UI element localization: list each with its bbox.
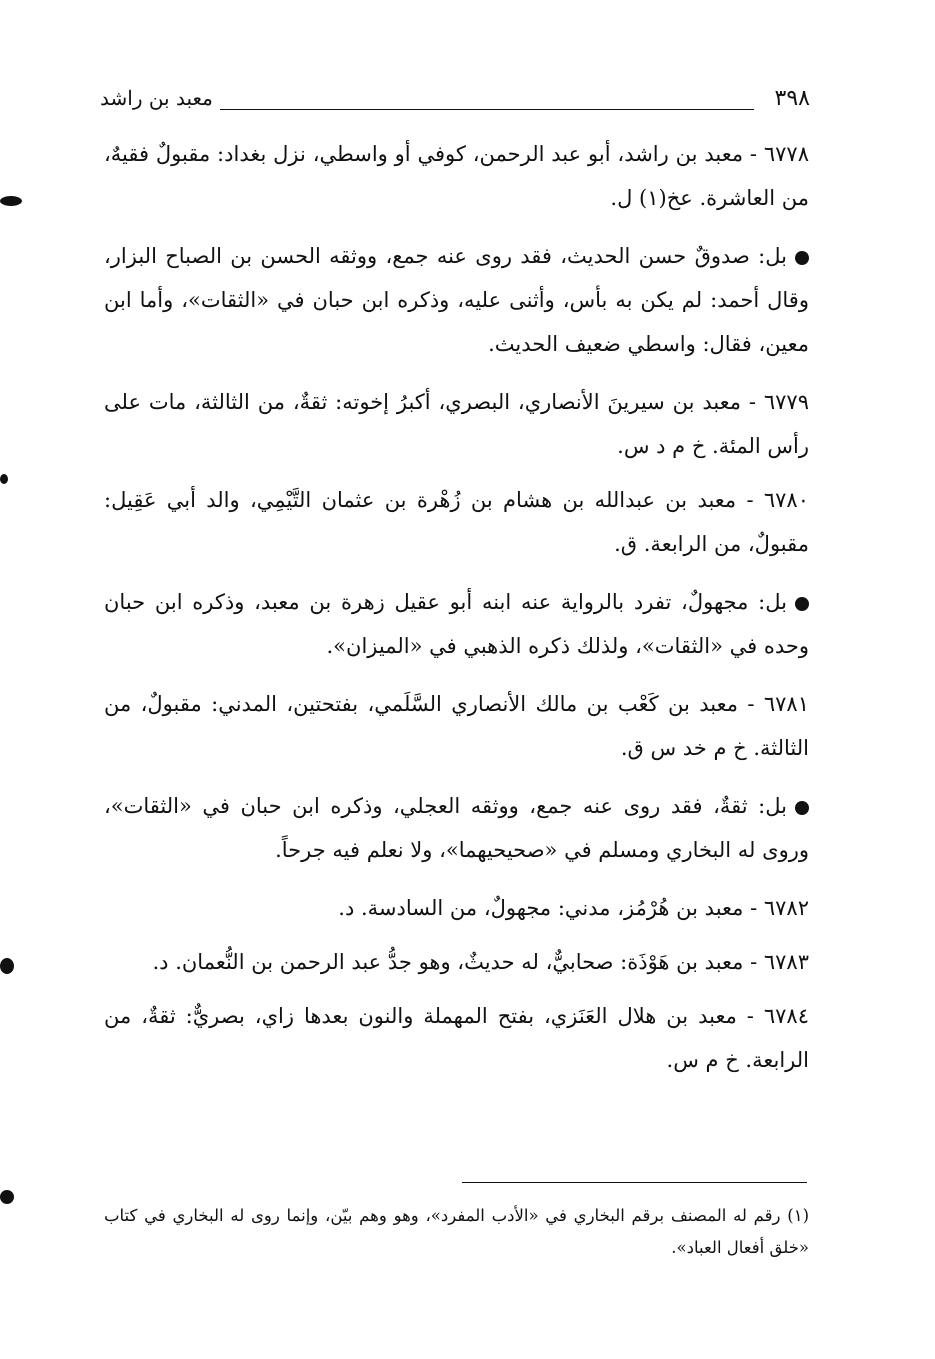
editor-note — [104, 784, 809, 872]
entry-6779: ٦٧٧٩ - معبد بن سيرينَ الأنصاري، البصري، أكبرُ إخوته: ثقةٌ، من الثالثة، مات على رأس المئة. خ م د س. — [104, 390, 809, 458]
scan-mark — [0, 196, 22, 206]
scan-mark — [0, 474, 8, 484]
editor-note — [104, 234, 809, 366]
bullet-icon — [795, 597, 809, 611]
entry-6780: ٦٧٨٠ - معبد بن عبدالله بن هشام بن زُهْرة بن عثمان التَّيْمِي، والد أبي عَقِيل: مقبولٌ، من الرابعة. ق. — [104, 488, 809, 556]
scan-mark — [0, 958, 14, 974]
entry-6778: ٦٧٧٨ - معبد بن راشد، أبو عبد الرحمن، كوفي أو واسطي، نزل بغداد: مقبولٌ فقيهٌ، من العاشرة. عخ(١) ل. — [104, 142, 809, 210]
page-header — [100, 86, 810, 122]
entry-6781: ٦٧٨١ - معبد بن كَعْب بن مالك الأنصاري السَّلَمي، بفتحتين، المدني: مقبولٌ، من الثالثة. خ م خد س ق. — [104, 692, 809, 760]
editor-note — [104, 580, 809, 668]
entry-6782: ٦٧٨٢ - معبد بن هُرْمُز، مدني: مجهولٌ، من السادسة. د. — [338, 896, 809, 920]
entry-6784: ٦٧٨٤ - معبد بن هلال العَنَزي، بفتح المهملة والنون بعدها زاي، بصريٌّ: ثقةٌ، من الرابعة. خ م س. — [104, 1004, 809, 1072]
running-title: معبد بن راشد — [100, 86, 213, 110]
editor-note-text: بل: ثقةٌ، فقد روى عنه جمع، ووثقه العجلي، وذكره ابن حبان في «الثقات»، وروى له البخاري ومسلم في «صحيحيهما»، ولا نعلم فيه جرحاً. — [104, 794, 809, 862]
entry-6783: ٦٧٨٣ - معبد بن هَوْذَة: صحابيٌّ، له حديثٌ، وهو جدُّ عبد الرحمن بن النُّعمان. د. — [152, 950, 809, 974]
footnote: (١) رقم له المصنف برقم البخاري في «الأدب المفرد»، وهو وهم بيّن، وإنما روى له البخاري في كتاب «خلق أفعال العباد». — [104, 1206, 809, 1257]
editor-note-text: بل: صدوقٌ حسن الحديث، فقد روى عنه جمع، ووثقه الحسن بن الصباح البزار، وقال أحمد: لم يكن به بأس، وأثنى عليه، وذكره ابن حبان في «الثقات»، وأما ابن معين، فقال: واسطي ضعيف الحديث. — [104, 244, 809, 356]
page-number: ٣٩٨ — [774, 86, 810, 111]
editor-note-text: بل: مجهولٌ، تفرد بالرواية عنه ابنه أبو عقيل زهرة بن معبد، وذكره ابن حبان وحده في «الثقات»، ولذلك ذكره الذهبي في «الميزان». — [104, 590, 809, 658]
scan-mark — [0, 1190, 14, 1204]
bullet-icon — [795, 251, 809, 265]
header-rule — [220, 109, 754, 110]
bullet-icon — [795, 801, 809, 815]
footnote-rule — [462, 1182, 807, 1183]
page-body — [104, 132, 809, 1092]
